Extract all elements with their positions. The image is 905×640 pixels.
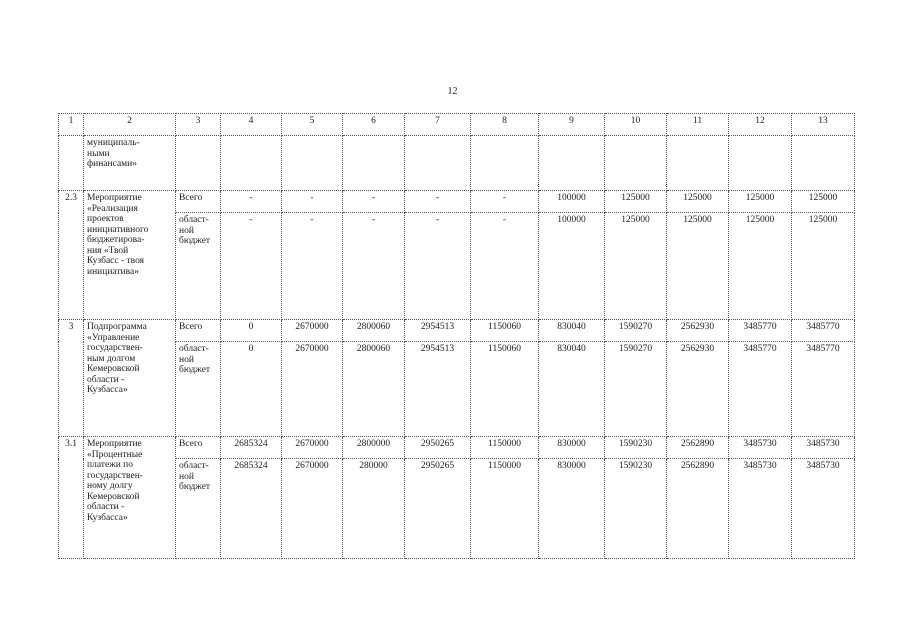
table-row (59, 342, 855, 437)
funding-source: Всего (176, 437, 221, 459)
value-cell: 3485770 (792, 342, 855, 437)
value-cell: 2562890 (667, 437, 729, 459)
column-number: 9 (539, 114, 605, 136)
value-cell: - (221, 191, 282, 213)
value-cell: 3485770 (729, 342, 792, 437)
value-cell: 2562930 (667, 320, 729, 342)
item-code: 3.1 (59, 437, 84, 559)
value-cell: 2950265 (405, 459, 471, 559)
value-cell: 0 (221, 342, 282, 437)
cell (539, 136, 605, 191)
value-cell: 1150060 (471, 342, 539, 437)
funding-source: област- ной бюджет (176, 459, 221, 559)
value-cell: 3485730 (729, 459, 792, 559)
cell (59, 136, 84, 191)
value-cell: 2670000 (282, 320, 343, 342)
column-number: 8 (471, 114, 539, 136)
value-cell: 1590230 (605, 437, 667, 459)
value-cell: - (405, 191, 471, 213)
column-number: 7 (405, 114, 471, 136)
value-cell: 2954513 (405, 342, 471, 437)
table-row (59, 437, 855, 459)
cell (282, 136, 343, 191)
value-cell: 1150060 (471, 320, 539, 342)
column-number: 12 (729, 114, 792, 136)
item-code: 2.3 (59, 191, 84, 320)
value-cell: 1590230 (605, 459, 667, 559)
value-cell: - (343, 213, 405, 320)
value-cell: 3485730 (792, 459, 855, 559)
cell (343, 136, 405, 191)
value-cell: - (471, 191, 539, 213)
table-row (59, 213, 855, 320)
value-cell: 830000 (539, 437, 605, 459)
value-cell: 1150000 (471, 437, 539, 459)
value-cell: 2950265 (405, 437, 471, 459)
column-number: 3 (176, 114, 221, 136)
value-cell: 2670000 (282, 437, 343, 459)
column-number: 10 (605, 114, 667, 136)
value-cell: 2685324 (221, 437, 282, 459)
value-cell: - (471, 213, 539, 320)
value-cell: 2562890 (667, 459, 729, 559)
value-cell: - (405, 213, 471, 320)
value-cell: 280000 (343, 459, 405, 559)
value-cell: 830040 (539, 342, 605, 437)
value-cell: 1590270 (605, 320, 667, 342)
header-row (59, 114, 855, 136)
value-cell: 125000 (667, 191, 729, 213)
column-number: 1 (59, 114, 84, 136)
column-number: 11 (667, 114, 729, 136)
item-name: муниципаль- ными финансами» (84, 136, 176, 191)
value-cell: 2685324 (221, 459, 282, 559)
value-cell: 125000 (667, 213, 729, 320)
value-cell: 125000 (792, 213, 855, 320)
funding-source: Всего (176, 191, 221, 213)
column-number: 5 (282, 114, 343, 136)
cell (667, 136, 729, 191)
item-name: Мероприятие «Процентные платежи по государствен- ному долгу Кемеровской области - Кузбасса» (84, 437, 176, 559)
page-number: 12 (447, 86, 458, 97)
value-cell: 2670000 (282, 342, 343, 437)
value-cell: - (221, 213, 282, 320)
cell (471, 136, 539, 191)
cell (176, 136, 221, 191)
value-cell: 2562930 (667, 342, 729, 437)
funding-source: област- ной бюджет (176, 213, 221, 320)
value-cell: 2670000 (282, 459, 343, 559)
table-row (59, 191, 855, 213)
value-cell: 1590270 (605, 342, 667, 437)
item-name: Мероприятие «Реализация проектов инициативного бюджетирова- ния «Твой Кузбасс - твоя инициатива» (84, 191, 176, 320)
value-cell: 2800000 (343, 437, 405, 459)
value-cell: 3485730 (729, 437, 792, 459)
value-cell: 3485730 (792, 437, 855, 459)
value-cell: - (282, 191, 343, 213)
table-row (59, 459, 855, 559)
value-cell: 3485770 (792, 320, 855, 342)
item-name: Подпрограмма «Управление государствен- ным долгом Кемеровской области - Кузбасса» (84, 320, 176, 437)
value-cell: 2800060 (343, 342, 405, 437)
table-row (59, 320, 855, 342)
value-cell: 3485770 (729, 320, 792, 342)
value-cell: 0 (221, 320, 282, 342)
value-cell: 1150000 (471, 459, 539, 559)
budget-table (58, 113, 855, 559)
value-cell: 830040 (539, 320, 605, 342)
value-cell: - (343, 191, 405, 213)
value-cell: 125000 (605, 213, 667, 320)
column-number: 13 (792, 114, 855, 136)
cell (405, 136, 471, 191)
value-cell: 2954513 (405, 320, 471, 342)
value-cell: 100000 (539, 191, 605, 213)
value-cell: - (282, 213, 343, 320)
value-cell: 125000 (605, 191, 667, 213)
cell (221, 136, 282, 191)
item-code: 3 (59, 320, 84, 437)
value-cell: 100000 (539, 213, 605, 320)
value-cell: 125000 (729, 213, 792, 320)
cell (729, 136, 792, 191)
funding-source: Всего (176, 320, 221, 342)
column-number: 2 (84, 114, 176, 136)
cell (605, 136, 667, 191)
value-cell: 2800060 (343, 320, 405, 342)
funding-source: област- ной бюджет (176, 342, 221, 437)
value-cell: 830000 (539, 459, 605, 559)
column-number: 6 (343, 114, 405, 136)
value-cell: 125000 (729, 191, 792, 213)
value-cell: 125000 (792, 191, 855, 213)
column-number: 4 (221, 114, 282, 136)
cell (792, 136, 855, 191)
continuation-row (59, 136, 855, 191)
